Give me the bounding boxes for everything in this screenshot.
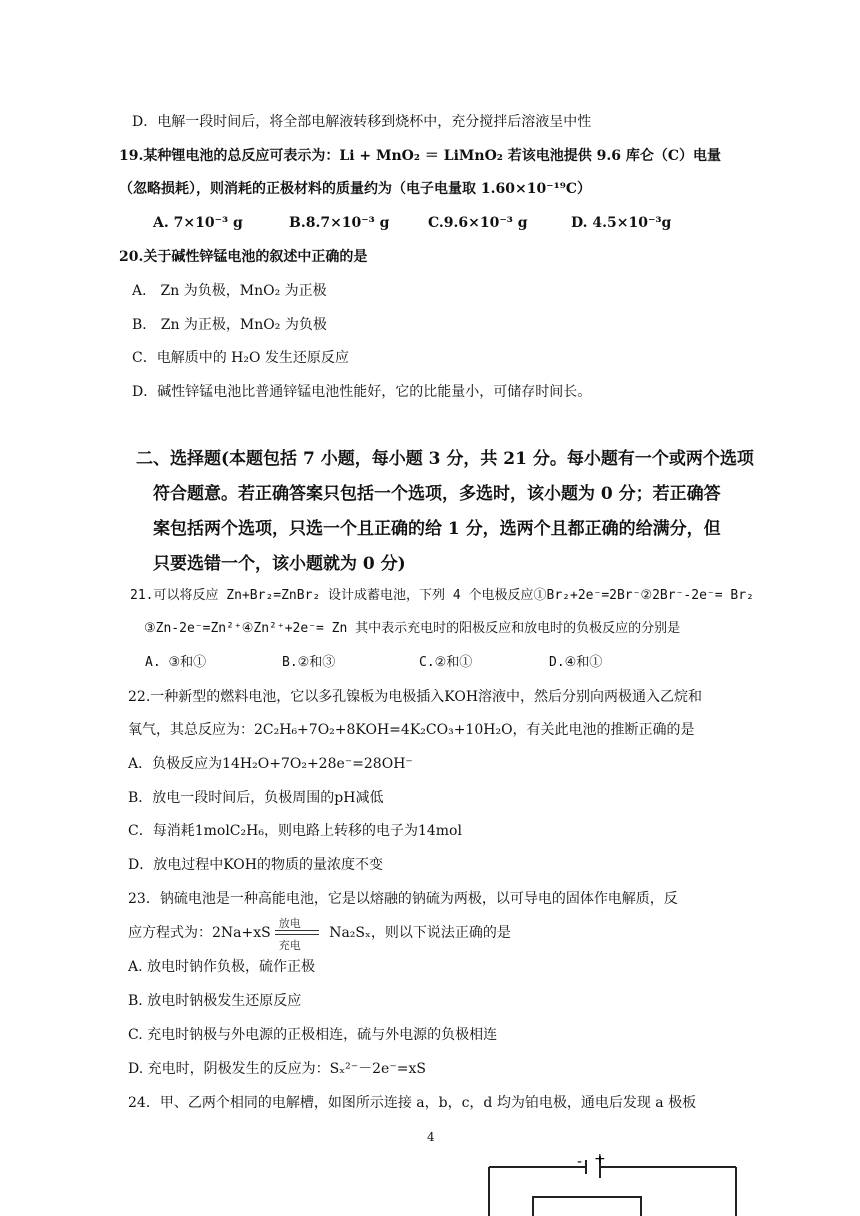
q23-stem-prefix: 应方程式为：2Na+xS — [128, 925, 271, 941]
q19-option-a: A. 7×10⁻³ g — [153, 215, 243, 231]
q23-option-b: B. 放电时钠极发生还原反应 — [128, 993, 302, 1009]
q18-option-d: D．电解一段时间后，将全部电解液转移到烧杯中，充分搅拌后溶液呈中性 — [132, 114, 592, 130]
q21-option-a: A. ③和① — [145, 655, 207, 670]
q21-option-d: D.④和① — [549, 655, 603, 670]
q22-option-b: B．放电一段时间后，负极周围的pH减低 — [128, 790, 384, 806]
q19-option-d: D. 4.5×10⁻³g — [571, 215, 672, 231]
q19-stem-line2: （忽略损耗），则消耗的正极材料的质量约为（电子电量取 1.60×10⁻¹⁹C） — [119, 181, 591, 197]
inner-cell-box — [533, 1197, 641, 1216]
q21-stem-line2: ③Zn-2e⁻=Zn²⁺④Zn²⁺+2e⁻= Zn 其中表示充电时的阳极反应和放电时的负极反应的分别是 — [144, 621, 681, 636]
circuit-wires — [489, 1156, 736, 1216]
q19-option-b: B.8.7×10⁻³ g — [289, 215, 390, 231]
q24-stem-line1: 24．甲、乙两个相同的电解槽，如图所示连接 a，b，c，d 均为铂电极，通电后发现 a 极板 — [128, 1095, 697, 1111]
q20-option-a: A． Zn 为负极，MnO₂ 为正极 — [132, 283, 327, 299]
q22-option-d: D．放电过程中KOH的物质的量浓度不变 — [128, 857, 383, 873]
q21-option-b: B.②和③ — [282, 655, 336, 670]
q23-option-a: A. 放电时钠作负极，硫作正极 — [128, 959, 316, 975]
condition-discharge: 放电 — [278, 917, 301, 930]
section2-line4: 只要选错一个，该小题就为 0 分) — [153, 554, 406, 574]
q20-option-c: C．电解质中的 H₂O 发生还原反应 — [132, 350, 349, 366]
section2-line1: 二、选择题(本题包括 7 小题，每小题 3 分，共 21 分。每小题有一个或两个选项 — [136, 449, 754, 469]
q23-stem-line1: 23．钠硫电池是一种高能电池，它是以熔融的钠硫为两极，以可导电的固体作电解质，反 — [128, 891, 678, 907]
q19-option-c: C.9.6×10⁻³ g — [428, 215, 528, 231]
q20-option-d: D．碱性锌锰电池比普通锌锰电池性能好，它的比能量小，可储存时间长。 — [132, 384, 592, 400]
q19-stem-line1: 19.某种锂电池的总反应可表示为：Li + MnO₂ ＝ LiMnO₂ 若该电池提供 9.6 库仑（C）电量 — [119, 148, 722, 164]
battery-minus-label: - — [577, 1154, 583, 1170]
q23-option-d: D. 充电时，阴极发生的反应为：Sₓ²⁻－2e⁻=xS — [128, 1061, 426, 1077]
q20-stem: 20.关于碱性锌锰电池的叙述中正确的是 — [119, 249, 368, 265]
page-number: 4 — [427, 1130, 435, 1144]
section2-line3: 案包括两个选项，只选一个且正确的给 1 分，选两个且都正确的给满分，但 — [153, 519, 721, 539]
q21-stem-line1: 21.可以将反应 Zn+Br₂=ZnBr₂ 设计成蓄电池，下列 4 个电极反应①Br₂+2e⁻=2Br⁻②2Br⁻-2e⁻= Br₂ — [130, 588, 754, 603]
q22-option-a: A．负极反应为14H₂O+7O₂+28e⁻=28OH⁻ — [128, 756, 413, 772]
condition-charge: 充电 — [278, 939, 301, 952]
q22-stem-line1: 22.一种新型的燃料电池，它以多孔镍板为电极插入KOH溶液中，然后分别向两极通入乙烷和 — [128, 689, 703, 705]
q23-stem-suffix: Na₂Sₓ，则以下说法正确的是 — [329, 925, 511, 941]
battery-plus-label: + — [594, 1151, 606, 1167]
q22-stem-line2: 氧气，其总反应为：2C₂H₆+7O₂+8KOH=4K₂CO₃+10H₂O，有关此电池的推断正确的是 — [128, 722, 695, 738]
q22-option-c: C．每消耗1molC₂H₆，则电路上转移的电子为14mol — [128, 823, 462, 839]
section2-line2: 符合题意。若正确答案只包括一个选项，多选时，该小题为 0 分；若正确答 — [153, 484, 721, 504]
q20-option-b: B． Zn 为正极，MnO₂ 为负极 — [132, 317, 327, 333]
q21-option-c: C.②和① — [419, 655, 473, 670]
q23-option-c: C. 充电时钠极与外电源的正极相连，硫与外电源的负极相连 — [128, 1027, 498, 1043]
